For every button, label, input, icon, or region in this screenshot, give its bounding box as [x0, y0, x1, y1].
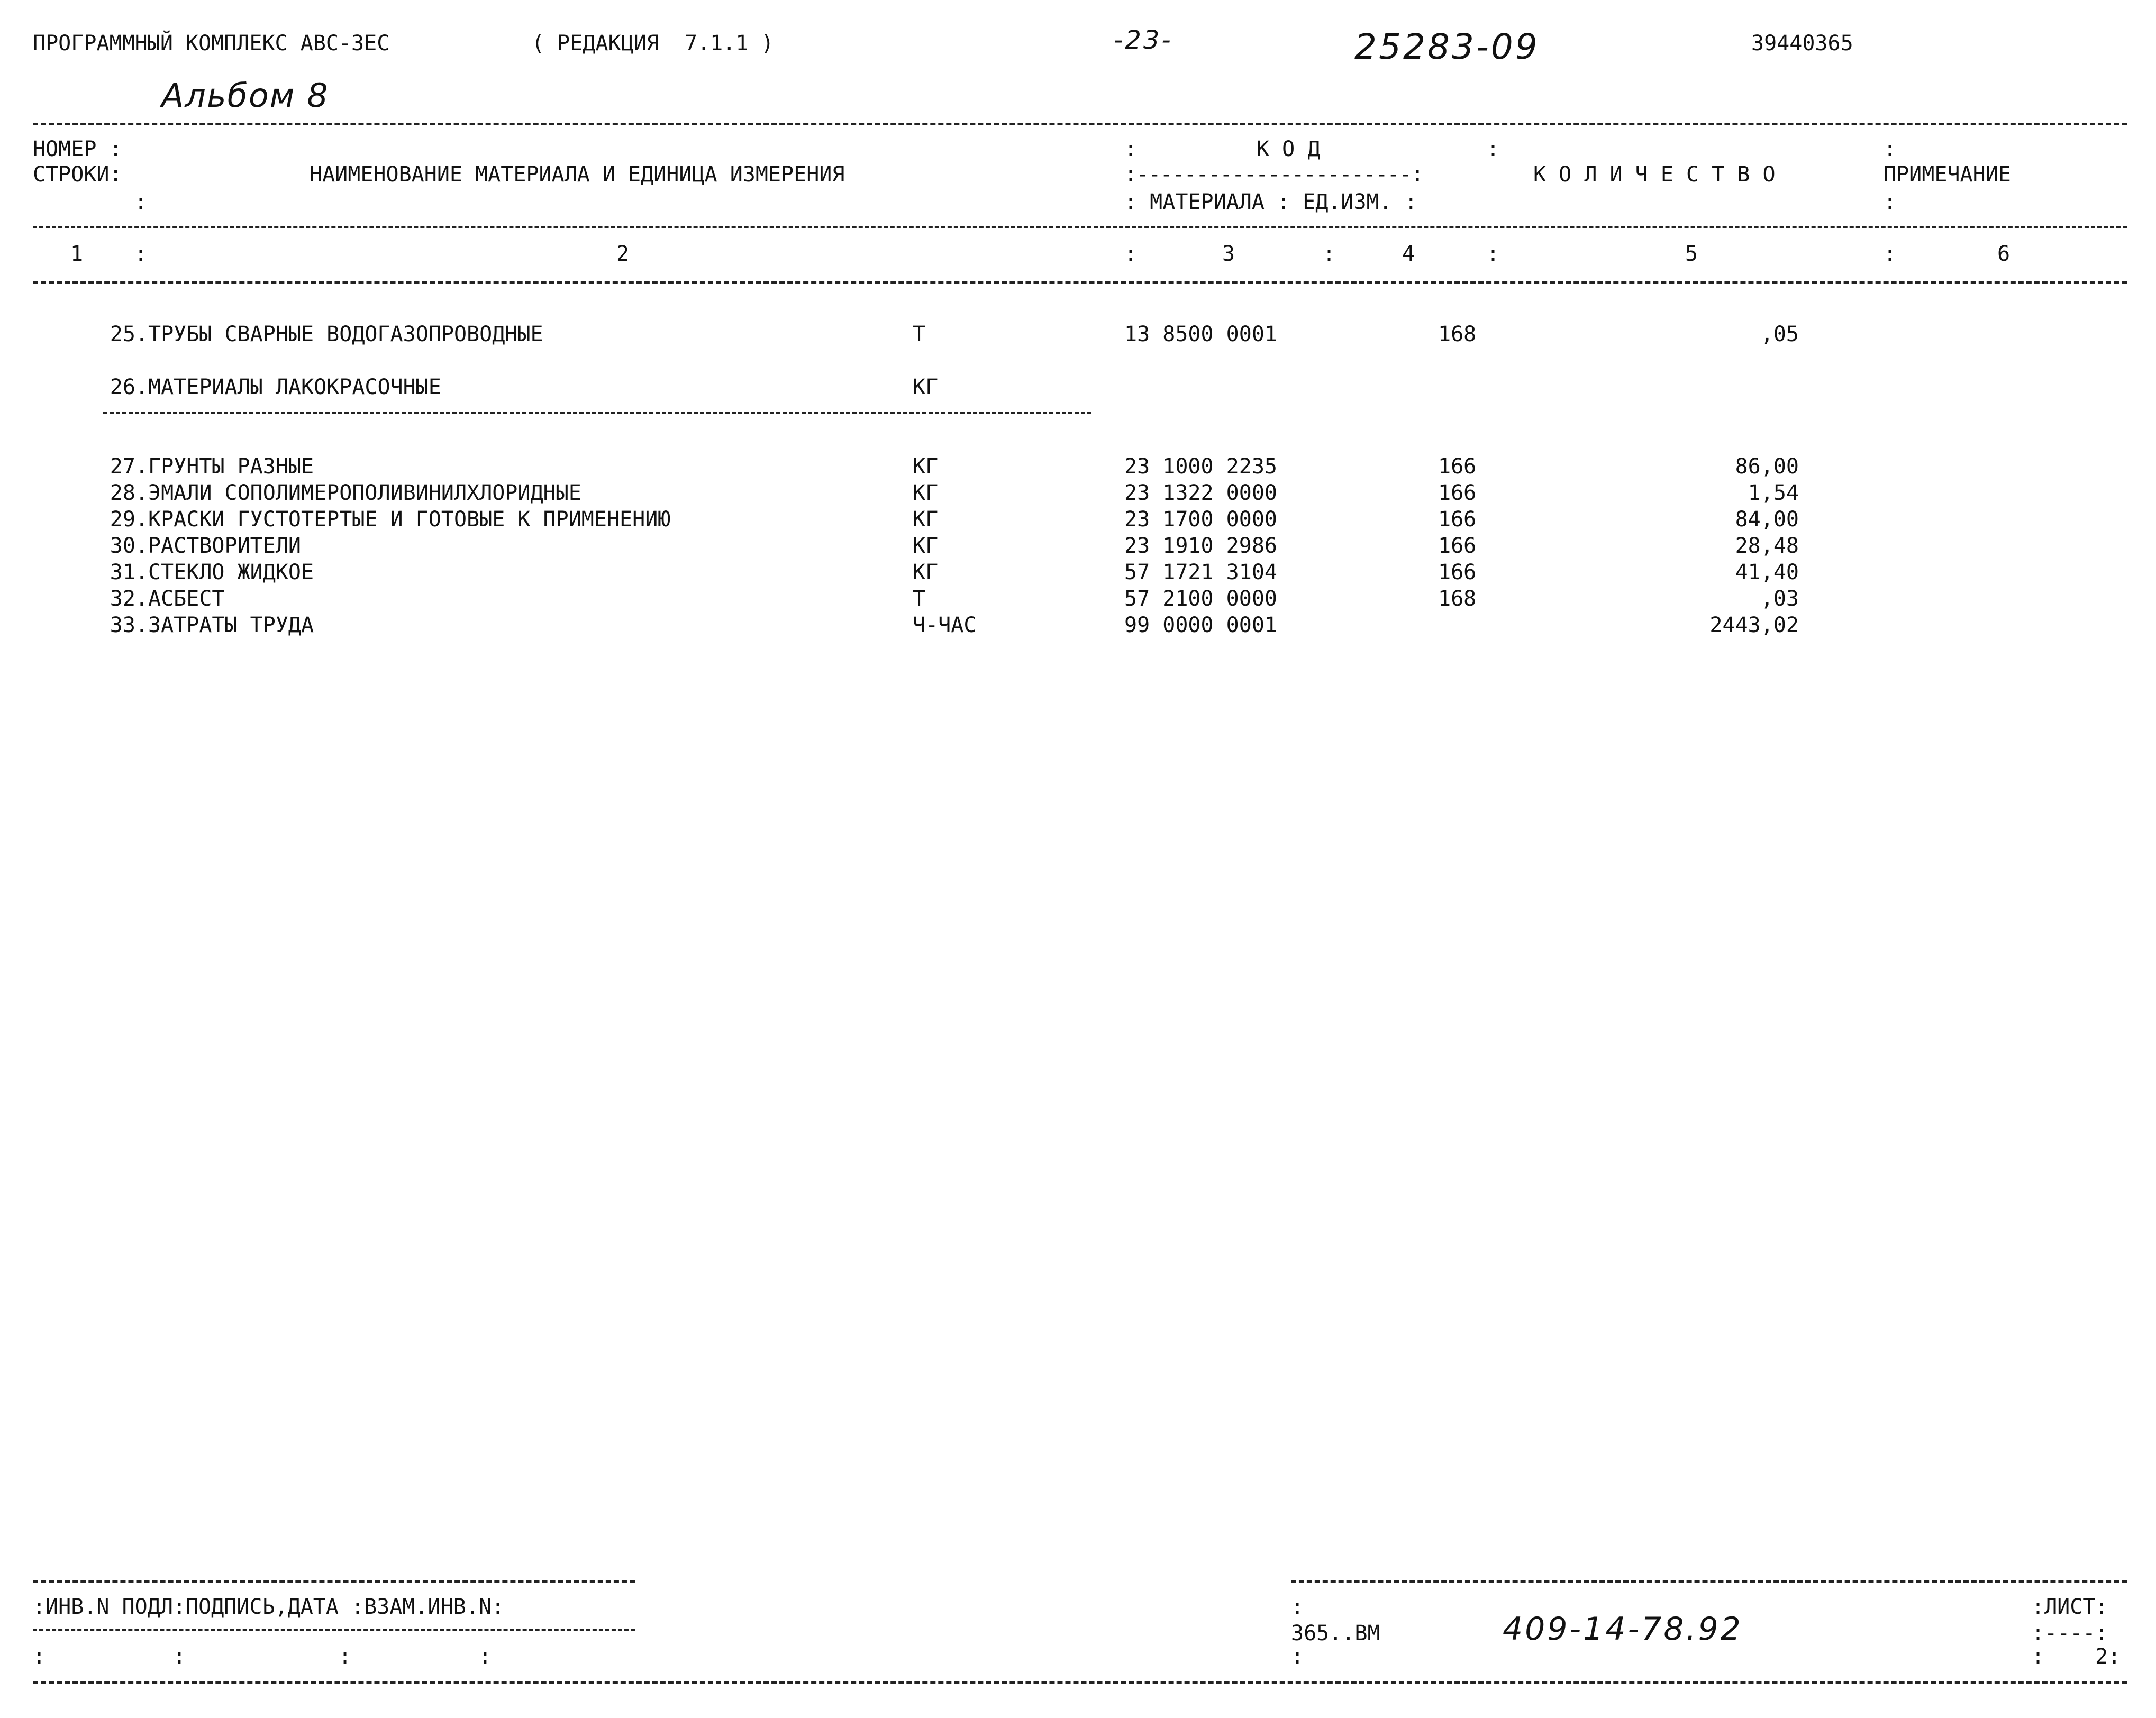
unit-code: 166: [1438, 481, 1477, 505]
rule-colnums-bottom: [33, 281, 2127, 284]
album-label: Альбом 8: [161, 76, 329, 115]
unit: КГ: [913, 507, 939, 532]
group-underline: [103, 412, 1091, 414]
row-number: 33.: [110, 613, 148, 637]
quantity: 2443,02: [1709, 613, 1799, 637]
material-code: 57 2100 0000: [1124, 587, 1277, 611]
col-num-6: 6: [1997, 242, 2011, 266]
col-num-sep-1: :: [134, 242, 148, 266]
col-num-sep-5: :: [1884, 242, 1897, 266]
note-header: ПРИМЕЧАНИЕ: [1884, 162, 2011, 187]
stamp-left-cells: : : : :: [33, 1644, 492, 1669]
stamp-code: 365..ВМ: [1291, 1621, 1380, 1646]
unit: КГ: [913, 375, 939, 399]
unit: КГ: [913, 481, 939, 505]
handwritten-doc-number: 409-14-78.92: [1503, 1611, 1743, 1648]
material-name: СТЕКЛО ЖИДКОЕ: [148, 560, 314, 584]
quantity: 28,48: [1735, 534, 1799, 558]
unit-code: 166: [1438, 454, 1477, 479]
code-header-divider: :-----------------------:: [1124, 162, 1423, 187]
unit: КГ: [913, 534, 939, 558]
stamp-left-labels: :ИНВ.N ПОДЛ:ПОДПИСЬ,ДАТА :ВЗАМ.ИНВ.N:: [33, 1595, 505, 1619]
quantity: 1,54: [1748, 481, 1799, 505]
stamp-left-mid-rule: [33, 1629, 635, 1631]
quantity: 41,40: [1735, 560, 1799, 584]
unit-code: 166: [1438, 560, 1477, 584]
material-code: 57 1721 3104: [1124, 560, 1277, 584]
quantity: ,03: [1760, 587, 1799, 611]
row-number: 25.: [110, 322, 148, 346]
handwritten-code: 25283-09: [1354, 26, 1540, 67]
page-number: -23-: [1114, 25, 1173, 55]
sheet-number: 2:: [2095, 1644, 2121, 1669]
material-name: ТРУБЫ СВАРНЫЕ ВОДОГАЗОПРОВОДНЫЕ: [148, 322, 543, 346]
unit-code: 166: [1438, 534, 1477, 558]
material-name: ЭМАЛИ СОПОЛИМЕРОПОЛИВИНИЛХЛОРИДНЫЕ: [148, 481, 581, 505]
col-num-1: 1: [70, 242, 84, 266]
row-number: 27.: [110, 454, 148, 479]
row-number-header-2: СТРОКИ:: [33, 162, 122, 187]
unit: КГ: [913, 454, 939, 479]
note-header-sep-2: :: [1884, 190, 1897, 214]
unit-code: 166: [1438, 507, 1477, 532]
stamp-right-sep-1: :: [1291, 1595, 1304, 1619]
row-number: 28.: [110, 481, 148, 505]
sheet-divider: :----:: [2032, 1621, 2108, 1646]
material-code: 23 1700 0000: [1124, 507, 1277, 532]
rule-header-bottom: [33, 226, 2127, 228]
material-name: АСБЕСТ: [148, 587, 225, 611]
code-header: К О Д: [1257, 137, 1321, 161]
sheet-number-prefix: :: [2032, 1644, 2045, 1669]
col-num-sep-4: :: [1487, 242, 1500, 266]
unit: КГ: [913, 560, 939, 584]
unit: Т: [913, 322, 926, 346]
material-name: РАСТВОРИТЕЛИ: [148, 534, 301, 558]
quantity: ,05: [1760, 322, 1799, 346]
row-number: 29.: [110, 507, 148, 532]
sheet-label: :ЛИСТ:: [2032, 1595, 2108, 1619]
stamp-bottom-rule: [33, 1681, 2127, 1684]
col-num-5: 5: [1685, 242, 1698, 266]
col-num-4: 4: [1402, 242, 1415, 266]
row-number: 31.: [110, 560, 148, 584]
unit-code: 168: [1438, 322, 1477, 346]
quantity-header: К О Л И Ч Е С Т В О: [1533, 162, 1776, 187]
col-num-3: 3: [1222, 242, 1235, 266]
stamp-left-top-rule: [33, 1580, 635, 1583]
row-number-header-1: НОМЕР :: [33, 137, 122, 161]
quantity: 86,00: [1735, 454, 1799, 479]
note-header-sep-1: :: [1884, 137, 1897, 161]
row-number-header-3: :: [134, 190, 148, 214]
doc-number: 39440365: [1751, 31, 1853, 56]
code-header-sep-left: :: [1124, 137, 1138, 161]
material-name: ЗАТРАТЫ ТРУДА: [148, 613, 314, 637]
code-header-sep-right: :: [1487, 137, 1500, 161]
program-title: ПРОГРАММНЫЙ КОМПЛЕКС АВС-3ЕС: [33, 31, 390, 56]
name-column-header: НАИМЕНОВАНИЕ МАТЕРИАЛА И ЕДИНИЦА ИЗМЕРЕНИЯ: [310, 162, 845, 187]
unit-code: 168: [1438, 587, 1477, 611]
col-num-sep-3: :: [1323, 242, 1336, 266]
unit: Т: [913, 587, 926, 611]
material-code: 13 8500 0001: [1124, 322, 1277, 346]
unit: Ч-ЧАС: [913, 613, 977, 637]
material-name: КРАСКИ ГУСТОТЕРТЫЕ И ГОТОВЫЕ К ПРИМЕНЕНИЮ: [148, 507, 671, 532]
material-code: 99 0000 0001: [1124, 613, 1277, 637]
stamp-right-top-rule: [1291, 1580, 2127, 1583]
row-number: 30.: [110, 534, 148, 558]
material-code: 23 1000 2235: [1124, 454, 1277, 479]
rule-top: [33, 123, 2127, 125]
material-name: МАТЕРИАЛЫ ЛАКОКРАСОЧНЫЕ: [148, 375, 441, 399]
row-number: 26.: [110, 375, 148, 399]
material-code: 23 1910 2986: [1124, 534, 1277, 558]
stamp-right-sep-2: :: [1291, 1644, 1304, 1669]
col-num-2: 2: [616, 242, 630, 266]
material-code: 23 1322 0000: [1124, 481, 1277, 505]
row-number: 32.: [110, 587, 148, 611]
col-num-sep-2: :: [1124, 242, 1138, 266]
code-subheader: : МАТЕРИАЛА : ЕД.ИЗМ. :: [1124, 190, 1417, 214]
material-name: ГРУНТЫ РАЗНЫЕ: [148, 454, 314, 479]
quantity: 84,00: [1735, 507, 1799, 532]
edition: ( РЕДАКЦИЯ 7.1.1 ): [532, 31, 774, 56]
